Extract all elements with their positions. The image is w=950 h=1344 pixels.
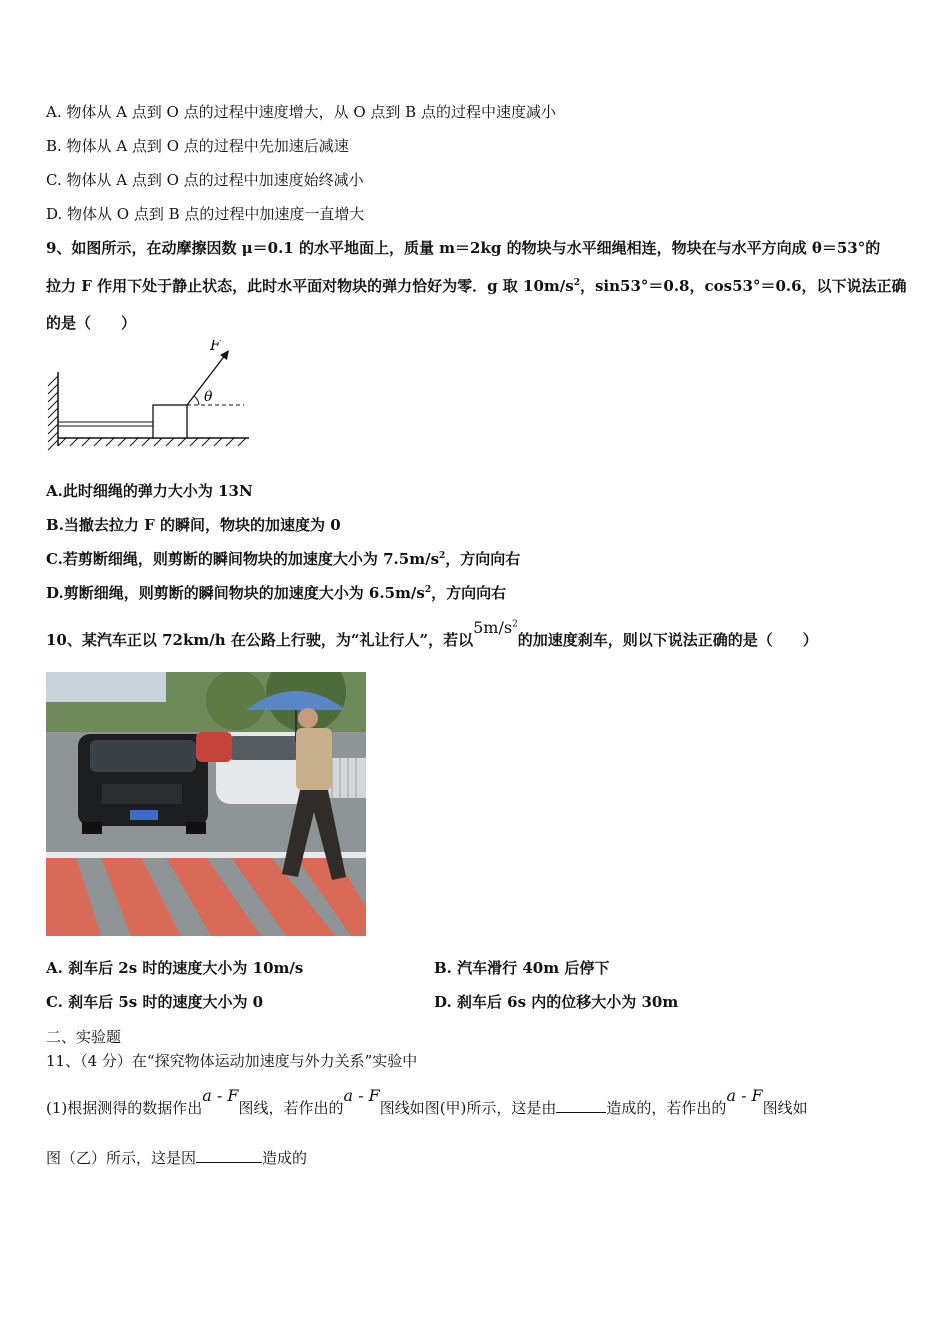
q11-title: 11、（4 分）在“探究物体运动加速度与外力关系”实验中	[46, 1052, 418, 1070]
q9-diagram	[44, 340, 259, 459]
q9-option-c: C.若剪断细绳，则剪断的瞬间物块的加速度大小为 $7.5m/s^2$，方向向右	[46, 550, 521, 568]
q10-option-a: A. 刹车后 2s 时的速度大小为 10m/s	[46, 959, 304, 977]
q9-stem-line3: 的是（ ）	[46, 314, 137, 332]
q10-option-d: D. 刹车后 6s 内的位移大小为 30m	[434, 993, 679, 1011]
diagram-label-theta: θ	[204, 389, 213, 405]
q10-option-b: B. 汽车滑行 40m 后停下	[434, 959, 610, 977]
q8-option-c: C. 物体从 A 点到 O 点的过程中加速度始终减小	[46, 171, 364, 189]
af-formula-2: a - F	[343, 1086, 380, 1105]
q10-stem: 10、某汽车正以 72km/h 在公路上行驶，为“礼让行人”，若以$5m/s^2$的加速度刹车，则以下说法正确的是（ ）	[46, 618, 818, 649]
q8-option-a: A. 物体从 A 点到 O 点的过程中速度增大，从 O 点到 B 点的过程中速度减小	[46, 103, 556, 121]
q10-accel-formula: $5m/s^2$	[473, 618, 518, 637]
af-formula-3: a - F	[726, 1086, 763, 1105]
q10-option-c: C. 刹车后 5s 时的速度大小为 0	[46, 993, 264, 1011]
diagram-label-f: F	[210, 340, 221, 354]
q9-option-d: D.剪断细绳，则剪断的瞬间物块的加速度大小为 $6.5m/s^2$，方向向右	[46, 584, 507, 602]
q9-option-b: B.当撤去拉力 F 的瞬间，物块的加速度为 0	[46, 516, 341, 534]
q9-option-a: A.此时细绳的弹力大小为 13N	[46, 482, 253, 500]
answer-blank-1[interactable]	[556, 1098, 606, 1113]
q11-part1-line1: (1)根据测得的数据作出a - F图线，若作出的a - F图线如图(甲)所示，这是由 造成的，若作出的a - F图线如	[46, 1086, 808, 1117]
q11-part1-line2: 图（乙）所示，这是因 造成的	[46, 1149, 308, 1167]
q8-option-d: D. 物体从 O 点到 B 点的过程中加速度一直增大	[46, 205, 365, 223]
q10-photo-car-pedestrian	[46, 672, 366, 936]
af-formula-1: a - F	[202, 1086, 239, 1105]
q9-stem-line2: 拉力 F 作用下处于静止状态，此时水平面对物块的弹力恰好为零．g 取 $10m/s^2$，sin53°＝0.8，cos53°＝0.6，以下说法正确	[46, 277, 907, 295]
section-title-experiment: 二、实验题	[46, 1028, 122, 1046]
q8-option-b: B. 物体从 A 点到 O 点的过程中先加速后减速	[46, 137, 349, 155]
answer-blank-2[interactable]	[196, 1148, 262, 1163]
q9-stem-line1: 9、如图所示，在动摩擦因数 μ＝0.1 的水平地面上，质量 m＝2kg 的物块与水平细绳相连，物块在与水平方向成 θ＝53°的	[46, 239, 881, 257]
